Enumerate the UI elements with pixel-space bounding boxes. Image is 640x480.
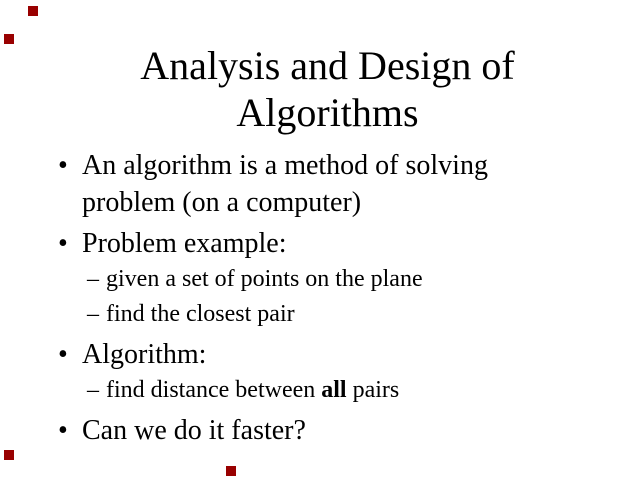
bullet-item — [0, 336, 492, 373]
bullet-dot-icon: • — [58, 415, 68, 446]
dash-icon: – — [87, 301, 99, 327]
bullet-dot-icon: • — [58, 228, 68, 259]
dash-icon: – — [87, 266, 99, 292]
red-square-marker-bottom-left — [4, 450, 14, 460]
bullet-item — [0, 147, 492, 221]
sub-bullet-item — [0, 373, 606, 408]
dash-icon: – — [87, 377, 99, 403]
bullet-text: Can we do it faster? — [82, 415, 306, 446]
bullet-text: Problem example: — [82, 228, 287, 259]
sub-bullet-text-before: find distance between — [106, 377, 322, 403]
bullet-list — [0, 147, 640, 449]
sub-bullet-text: find the closest pair — [106, 301, 295, 327]
red-square-marker-left — [4, 34, 14, 44]
sub-bullet-text — [106, 377, 399, 403]
sub-bullet-text: given a set of points on the plane — [106, 266, 423, 292]
bullet-item — [0, 225, 492, 262]
bullet-item — [0, 412, 492, 449]
slide-title — [15, 42, 640, 136]
bullet-text: Algorithm: — [82, 339, 207, 370]
slide-title-line-1: Analysis and Design of — [140, 43, 515, 88]
sub-bullet-text-after: pairs — [346, 377, 400, 403]
slide-title-line-2: Algorithms — [236, 90, 419, 135]
sub-bullet-item — [0, 297, 606, 332]
red-square-marker-top — [28, 6, 38, 16]
sub-bullet-text-bold: all — [321, 377, 347, 403]
bullet-text: An algorithm is a method of solving problem (on a computer) — [82, 150, 488, 218]
sub-bullet-item — [0, 262, 606, 297]
red-square-marker-bottom-mid — [226, 466, 236, 476]
bullet-dot-icon: • — [58, 339, 68, 370]
bullet-dot-icon: • — [58, 150, 68, 181]
